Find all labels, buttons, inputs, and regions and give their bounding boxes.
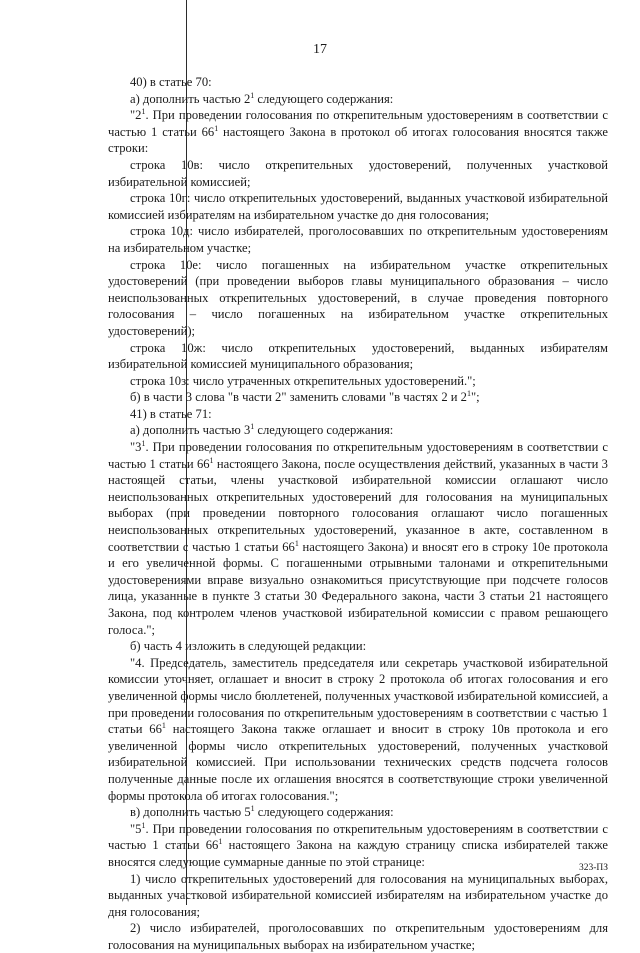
paragraph-text: настоящего Закона на каждую страницу списка избирателей также вносятся следующие суммарные данные по этой странице: (108, 838, 608, 869)
document-code: 323-ПЗ (578, 863, 608, 873)
superscript: 1 (141, 107, 146, 117)
paragraph-text: следующего содержания: (254, 423, 394, 438)
page-number: 17 (313, 42, 327, 57)
superscript: 1 (250, 422, 255, 432)
paragraph-text: а) дополнить частью 2 (130, 91, 251, 106)
paragraph-text: 2) число избирателей, проголосовавших по открепительным удостоверениям для голосования на муниципальных выборах на избирательном участке; (108, 921, 608, 952)
paragraph (108, 74, 608, 91)
superscript: 1 (161, 721, 166, 731)
superscript: 1 (250, 90, 255, 100)
paragraph (108, 804, 608, 821)
paragraph-text: . При проведении голосования по открепительным удостоверениям в соответствии с частью 1 статьи 66 (108, 440, 608, 471)
paragraph-text: "5 (130, 821, 142, 836)
paragraph-text: "; (470, 390, 480, 405)
paragraph-text: а) дополнить частью 3 (130, 423, 251, 438)
paragraph-text: следующего содержания: (254, 91, 394, 106)
paragraph-text: 40) в статье 70: (130, 75, 212, 89)
paragraph (108, 340, 608, 373)
paragraph (108, 190, 608, 223)
paragraph-text: настоящего Закона также оглашает и вносит в строку 10в протокола и его увеличенной формы число открепительных удостоверений, полученных участковой избирательной комиссией. При использовании технических средств подсчета голосов полученные данные после их оглашения вносятся в соответствующие строки увеличенной формы протокола об итогах голосования."; (108, 722, 608, 803)
paragraph (108, 655, 608, 804)
paragraph-text: . При проведении голосования по открепительным удостоверениям в соответствии с частью 1 статьи 66 (108, 821, 608, 853)
paragraph-text: настоящего Закона) и вносят его в строку 10е протокола и его увеличенной формы. С погашенными отрывными талонами и открепительными удостоверениями вправе визуально ознакомиться присутствующие при подсчете голосов лица, указанные в пункте 3 статьи 30 Федерального закона, части 3 статьи 21 настоящего Закона, под контролем членов участковой избирательной комиссии с правом решающего голоса."; (108, 539, 608, 637)
paragraph-text: "4. Председатель, заместитель председателя или секретарь участковой избирательной комиссии уточняет, оглашает и вносит в строку 2 протокола об итогах голосования и его увеличенной формы число бюллетеней, полученных участковой избирательной комиссией, а при проведении голосования по открепительным удостоверениям в соответствии с частью 1 статьи 66 (108, 655, 608, 737)
superscript: 1 (141, 439, 146, 449)
document-body (108, 74, 608, 953)
paragraph (108, 107, 608, 157)
paragraph (108, 373, 608, 390)
paragraph (108, 91, 608, 108)
paragraph-text: настоящего Закона в протокол об итогах голосования вносятся также строки: (108, 124, 608, 156)
superscript: 1 (141, 820, 146, 830)
paragraph-text: . При проведении голосования по открепительным удостоверениям в соответствии с частью 1 статьи 66 (108, 108, 608, 139)
paragraph-text: 1) число открепительных удостоверений для голосования на муниципальных выборах, выданных участковой избирательной комиссией избирателям на избирательном участке до дня голосования; (108, 871, 608, 919)
paragraph-text: б) часть 4 изложить в следующей редакции: (130, 639, 367, 654)
paragraph (108, 389, 608, 406)
paragraph-text: настоящего Закона, после осуществления действий, указанных в части 3 настоящей статьи, члены участковой избирательной комиссии оглашают число неиспользованных открепительных удостоверений для голосования на муниципальных выборах (при проведении повторного голосования оглашают число погашенных неиспользованных открепительных удостоверений, указанное в акте, составленном в соответствии с частью 1 статьи 66 (108, 456, 608, 554)
superscript: 1 (466, 389, 471, 399)
paragraph (108, 439, 608, 638)
paragraph-text: строка 10д: число избирателей, проголосовавших по открепительным удостоверениям на избирательном участке; (108, 224, 608, 255)
paragraph (108, 157, 608, 190)
superscript: 1 (218, 837, 223, 847)
paragraph-text: "2 (130, 108, 142, 123)
superscript: 1 (214, 123, 219, 133)
paragraph-text: строка 10в: число открепительных удостоверений, полученных участковой избирательной комиссией; (108, 157, 608, 189)
paragraph (108, 422, 608, 439)
paragraph (108, 223, 608, 256)
superscript: 1 (209, 455, 214, 465)
paragraph (108, 257, 608, 340)
superscript: 1 (250, 804, 255, 814)
paragraph (108, 406, 608, 423)
paragraph-text: б) в части 3 слова "в части 2" заменить словами "в частях 2 и 2 (130, 390, 467, 405)
paragraph (108, 920, 608, 953)
paragraph-text: 41) в статье 71: (130, 406, 212, 421)
paragraph-text: строка 10г: число открепительных удостоверений, выданных участковой избирательной комиссией избирателям на избирательном участке до дня голосования; (108, 191, 608, 222)
paragraph-text: строка 10ж: число открепительных удостоверений, выданных избирателям избирательной комиссией муниципального образования; (108, 340, 608, 372)
paragraph-text: в) дополнить частью 5 (130, 805, 251, 820)
paragraph-text: следующего содержания: (254, 805, 394, 820)
paragraph (108, 871, 608, 921)
paragraph-text: строка 10з: число утраченных открепительных удостоверений."; (130, 373, 476, 388)
paragraph (108, 821, 608, 871)
paragraph (108, 638, 608, 655)
paragraph-text: строка 10е: число погашенных на избирательном участке открепительных удостоверений (при проведении выборов главы муниципального образования – число неиспользованных открепительных удостоверений, в случае проведения повторного голосования – число погашенных на избирательном участке открепительных удостоверений); (108, 257, 608, 338)
superscript: 1 (294, 538, 299, 548)
paragraph-text: "3 (130, 440, 142, 455)
